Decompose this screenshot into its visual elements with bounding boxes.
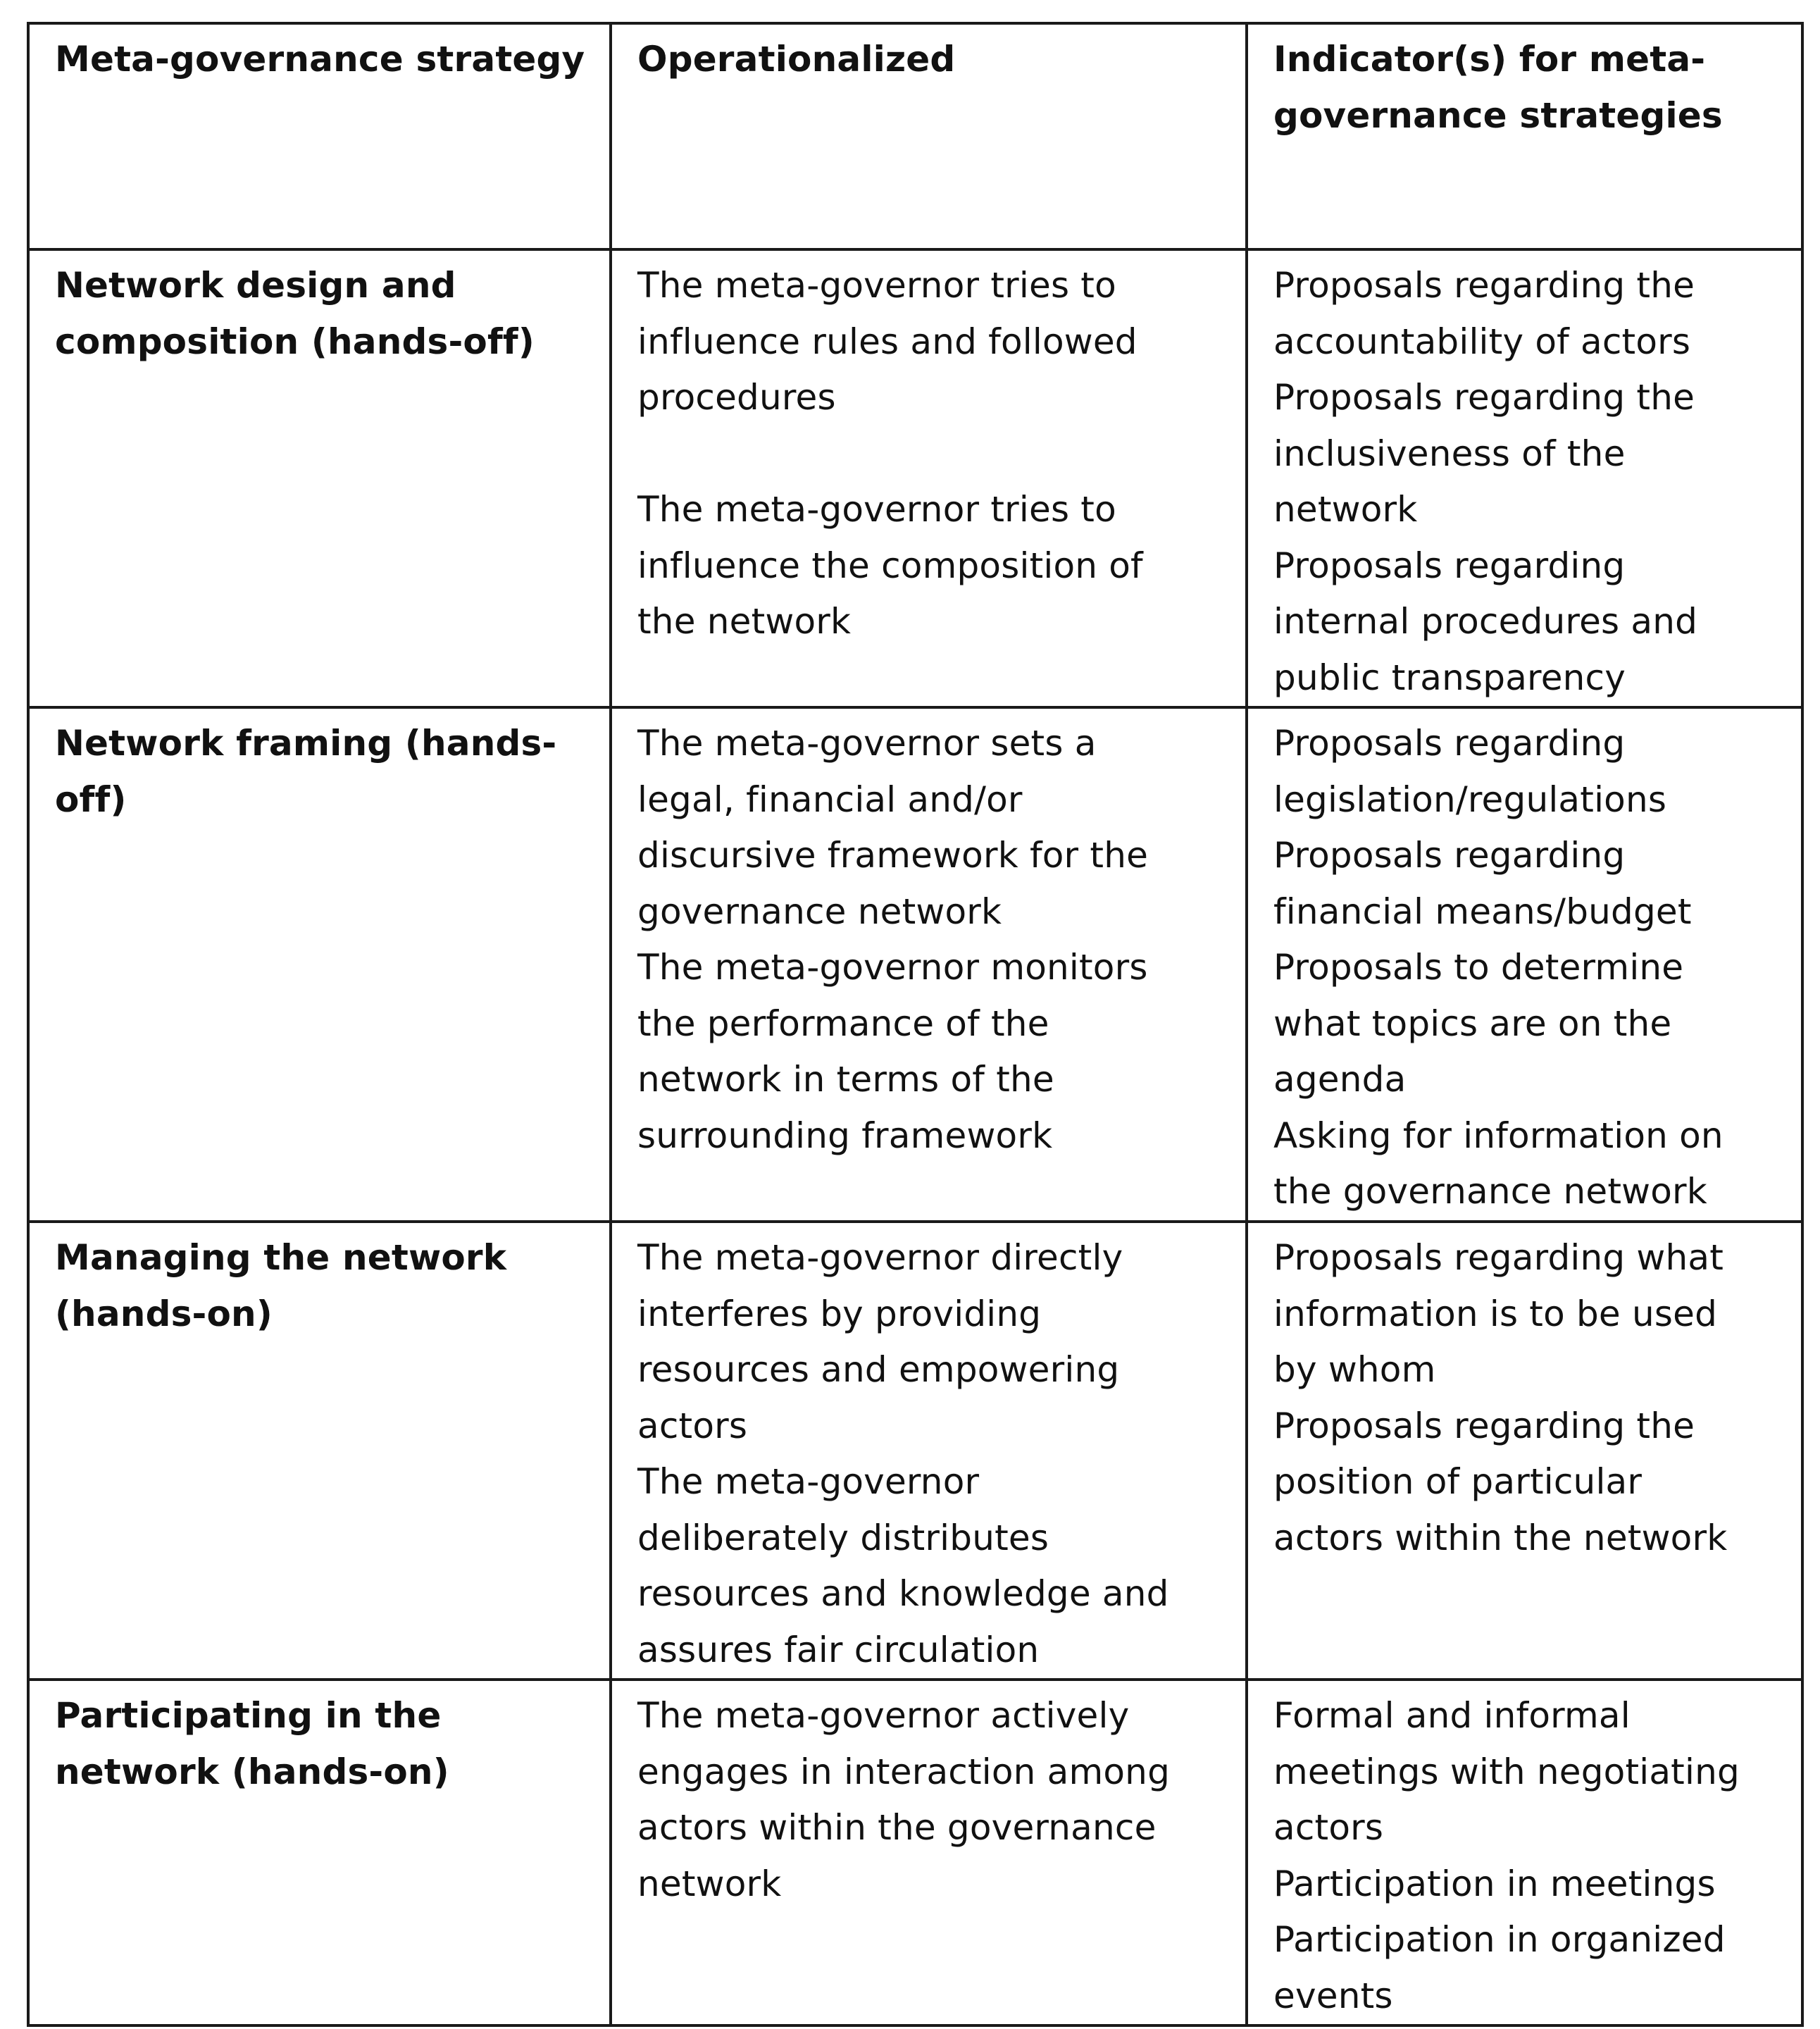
strategy-line: off) <box>55 778 127 820</box>
operationalized-line: The meta-governor tries to <box>637 489 1116 530</box>
table-row <box>28 1222 1802 1680</box>
indicator-line: accountability of actors <box>1273 321 1691 362</box>
indicator-line: Participation in meetings <box>1273 1863 1716 1904</box>
table-row <box>28 1680 1802 2025</box>
indicator-line: Proposals regarding the <box>1273 377 1695 418</box>
indicator-line: meetings with negotiating <box>1273 1751 1740 1792</box>
operationalized-cell <box>611 1222 1247 1680</box>
strategy-line: Network framing (hands- <box>55 723 557 764</box>
indicator-line: Proposals regarding <box>1273 835 1626 876</box>
indicator-line: Formal and informal <box>1273 1695 1631 1736</box>
operationalized-line: network <box>637 1863 782 1904</box>
header-strategy-line: Meta-governance strategy <box>55 39 585 80</box>
strategy-line: Network design and <box>55 265 456 306</box>
strategy-line: (hands-on) <box>55 1293 273 1334</box>
indicator-line: actors <box>1273 1807 1384 1848</box>
indicator-line: internal procedures and <box>1273 601 1698 642</box>
operationalized-line: the network <box>637 601 852 642</box>
indicator-line: actors within the network <box>1273 1517 1728 1558</box>
indicator-line: Participation in organized <box>1273 1919 1726 1960</box>
operationalized-cell <box>611 707 1247 1222</box>
header-operationalized <box>611 23 1247 249</box>
header-operationalized-line: Operationalized <box>637 39 956 80</box>
table-row <box>28 707 1802 1222</box>
indicator-line: Proposals regarding <box>1273 723 1626 764</box>
indicators-cell <box>1247 707 1802 1222</box>
indicator-line: information is to be used <box>1273 1293 1718 1334</box>
indicator-line: legislation/regulations <box>1273 778 1667 820</box>
table-row <box>28 249 1802 707</box>
meta-governance-table <box>27 22 1804 2027</box>
indicators-cell <box>1247 249 1802 707</box>
header-indicators <box>1247 23 1802 249</box>
indicators-cell <box>1247 1222 1802 1680</box>
header-indicators-line: governance strategies <box>1273 94 1723 136</box>
indicator-line: agenda <box>1273 1059 1407 1100</box>
strategy-line: network (hands-on) <box>55 1751 449 1792</box>
operationalized-line: governance network <box>637 891 1002 932</box>
operationalized-line: The meta-governor sets a <box>637 723 1097 764</box>
indicator-line: public transparency <box>1273 657 1626 698</box>
strategy-cell <box>28 1222 611 1680</box>
indicator-line: Proposals regarding the <box>1273 1405 1695 1446</box>
header-indicators-line: Indicator(s) for meta- <box>1273 39 1706 80</box>
indicators-cell <box>1247 1680 1802 2025</box>
strategy-cell <box>28 1680 611 2025</box>
strategy-cell <box>28 707 611 1222</box>
operationalized-line: actors <box>637 1405 748 1446</box>
operationalized-line: resources and knowledge and <box>637 1573 1169 1614</box>
indicator-line: Asking for information on <box>1273 1115 1724 1156</box>
operationalized-line: The meta-governor directly <box>637 1237 1123 1278</box>
operationalized-line: The meta-governor monitors <box>637 947 1148 988</box>
indicator-line: Proposals regarding <box>1273 545 1626 586</box>
operationalized-line: assures fair circulation <box>637 1629 1040 1670</box>
header-strategy <box>28 23 611 249</box>
strategy-cell <box>28 249 611 707</box>
operationalized-line: influence the composition of <box>637 545 1143 586</box>
operationalized-line: The meta-governor actively <box>637 1695 1130 1736</box>
indicator-line: network <box>1273 489 1418 530</box>
header-row <box>28 23 1802 249</box>
strategy-line: composition (hands-off) <box>55 321 535 362</box>
indicator-line: by whom <box>1273 1349 1436 1390</box>
indicator-line: Proposals regarding what <box>1273 1237 1724 1278</box>
operationalized-line: surrounding framework <box>637 1115 1053 1156</box>
indicator-line: financial means/budget <box>1273 891 1692 932</box>
operationalized-line: interferes by providing <box>637 1293 1042 1334</box>
indicator-line: inclusiveness of the <box>1273 433 1626 474</box>
strategy-line: Participating in the <box>55 1695 442 1736</box>
operationalized-line: legal, financial and/or <box>637 778 1023 820</box>
indicator-line: events <box>1273 1975 1393 2016</box>
operationalized-cell <box>611 249 1247 707</box>
operationalized-line: procedures <box>637 377 836 418</box>
operationalized-line: actors within the governance <box>637 1807 1157 1848</box>
indicator-line: position of particular <box>1273 1461 1643 1502</box>
operationalized-line: deliberately distributes <box>637 1517 1049 1558</box>
operationalized-line: the performance of the <box>637 1003 1049 1044</box>
operationalized-line: The meta-governor <box>637 1461 980 1502</box>
operationalized-line: influence rules and followed <box>637 321 1138 362</box>
indicator-line: what topics are on the <box>1273 1003 1672 1044</box>
indicator-line: the governance network <box>1273 1171 1707 1212</box>
indicator-line: Proposals to determine <box>1273 947 1684 988</box>
paragraph-gap <box>637 426 1224 483</box>
operationalized-line: The meta-governor tries to <box>637 265 1116 306</box>
operationalized-line: network in terms of the <box>637 1059 1054 1100</box>
operationalized-line: resources and empowering <box>637 1349 1120 1390</box>
operationalized-line: discursive framework for the <box>637 835 1149 876</box>
operationalized-cell <box>611 1680 1247 2025</box>
indicator-line: Proposals regarding the <box>1273 265 1695 306</box>
operationalized-line: engages in interaction among <box>637 1751 1171 1792</box>
strategy-line: Managing the network <box>55 1237 507 1278</box>
